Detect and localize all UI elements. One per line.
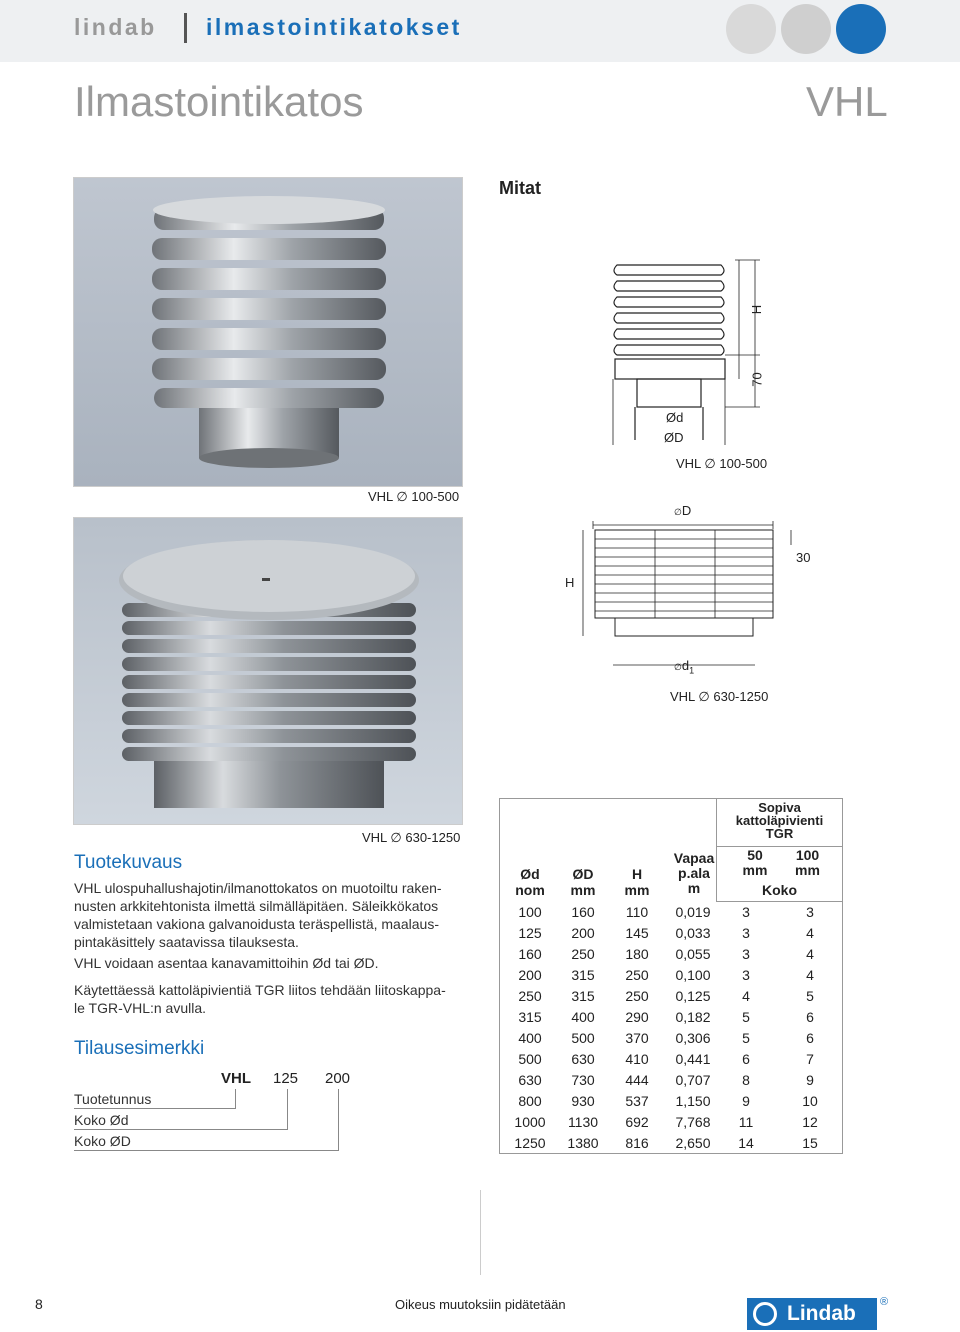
- drawing-caption-large: VHL ∅ 630-1250: [670, 689, 769, 704]
- section-title: ilmastointikatokset: [206, 14, 462, 40]
- photo-caption-large: VHL ∅ 630-1250: [362, 830, 461, 845]
- table-cell: 1000: [514, 1114, 546, 1130]
- table-cell: 500: [518, 1051, 542, 1067]
- table-group-divider: [716, 846, 843, 847]
- col-header-H: H mm: [624, 866, 650, 898]
- table-cell: 5: [742, 1009, 750, 1025]
- table-cell: 370: [625, 1030, 649, 1046]
- footer-note: Oikeus muutoksiin pidätetään: [395, 1297, 566, 1312]
- product-photo-large: [73, 517, 463, 825]
- table-cell: 0,100: [675, 967, 711, 983]
- order-leader-line: [74, 1129, 288, 1130]
- order-leader-line: [74, 1108, 236, 1109]
- table-cell: 0,707: [675, 1072, 711, 1088]
- louver-stack: [152, 208, 386, 408]
- table-cell: 816: [625, 1135, 649, 1151]
- tilausesimerkki-heading: Tilausesimerkki: [74, 1038, 205, 1059]
- table-cell: 3: [742, 925, 750, 941]
- table-row: [505, 944, 835, 965]
- order-label-product: Tuotetunnus: [74, 1091, 152, 1107]
- dim-label-d1: $\emptyset d_1$: [674, 658, 695, 676]
- col-header-50: 50 mm: [742, 847, 768, 878]
- table-row: [505, 1070, 835, 1091]
- table-cell: 630: [518, 1072, 542, 1088]
- table-cell: 250: [518, 988, 542, 1004]
- table-cell: 200: [518, 967, 542, 983]
- order-code-OD: 200: [325, 1070, 351, 1087]
- order-leader-line: [338, 1089, 339, 1151]
- table-cell: 730: [571, 1072, 595, 1088]
- tuotekuvaus-heading: Tuotekuvaus: [74, 852, 183, 873]
- text-line: VHL ulospuhallushajotin/ilmanottokatos on muotoiltu raken-: [74, 880, 442, 896]
- table-cell: 15: [802, 1135, 818, 1151]
- table-cell: 3: [806, 904, 814, 920]
- text-line: le TGR-VHL:n avulla.: [74, 1000, 207, 1016]
- table-cell: 10: [802, 1093, 818, 1109]
- text-line: valmistetaan vakiona galvanoidusta teräspellistä, maalaus-: [74, 916, 439, 932]
- text-line: nusten arkkitehtonista ilmettä silmälläpitäen. Säleikkökatos: [74, 898, 439, 914]
- decor-dot-3: [836, 4, 886, 54]
- tuotekuvaus-paragraph-3: [74, 981, 464, 1017]
- col-header-od: Ød nom: [515, 866, 545, 898]
- table-cell: 410: [625, 1051, 649, 1067]
- order-leader-line: [235, 1089, 236, 1109]
- table-cell: 7: [806, 1051, 814, 1067]
- order-label-od: Koko Ød: [74, 1112, 129, 1128]
- dimension-drawing-small: [595, 255, 795, 450]
- drawing-caption-small: VHL ∅ 100-500: [676, 456, 768, 471]
- table-cell: 100: [518, 904, 542, 920]
- table-row: [505, 923, 835, 944]
- dim-label-D: ∅D: [674, 503, 692, 518]
- table-cell: 315: [571, 988, 595, 1004]
- logo-text: Lindab: [787, 1302, 856, 1325]
- registered-mark: ®: [880, 1296, 889, 1308]
- table-cell: 4: [806, 946, 814, 962]
- table-cell: 250: [625, 988, 649, 1004]
- col-header-100: 100 mm: [795, 847, 820, 878]
- table-cell: 11: [738, 1114, 754, 1130]
- table-row: [505, 1028, 835, 1049]
- decor-dot-1: [726, 4, 776, 54]
- table-cell: 160: [571, 904, 595, 920]
- table-cell: 0,125: [675, 988, 711, 1004]
- table-row: [505, 902, 835, 923]
- table-cell: 1130: [567, 1114, 599, 1130]
- table-cell: 537: [625, 1093, 649, 1109]
- order-label-OD: Koko ØD: [74, 1133, 131, 1149]
- order-leader-line: [74, 1150, 262, 1151]
- lindab-logo: [747, 1298, 877, 1330]
- table-cell: 180: [625, 946, 649, 962]
- table-cell: 2,650: [675, 1135, 711, 1151]
- table-cell: 0,019: [675, 904, 711, 920]
- table-cell: 1,150: [675, 1093, 711, 1109]
- dim-label-OD: ØD: [664, 430, 684, 445]
- table-cell: 5: [806, 988, 814, 1004]
- table-row: [505, 986, 835, 1007]
- table-cell: 0,055: [675, 946, 711, 962]
- brand-separator: [184, 13, 187, 43]
- tuotekuvaus-paragraph-1: [74, 879, 464, 951]
- table-cell: 315: [571, 967, 595, 983]
- order-leader-line: [287, 1089, 288, 1130]
- dim-label-30: 30: [796, 550, 811, 565]
- table-cell: 3: [742, 946, 750, 962]
- page-number: 8: [35, 1296, 43, 1312]
- brand-name: lindab: [74, 14, 157, 40]
- order-code-od: 125: [273, 1070, 299, 1087]
- louver-stack-large: [122, 603, 416, 761]
- table-cell: 12: [802, 1114, 818, 1130]
- footer-divider: [480, 1190, 481, 1275]
- table-group-header: Sopiva kattoläpivienti TGR: [735, 800, 824, 841]
- table-cell: 400: [518, 1030, 542, 1046]
- table-cell: 6: [806, 1030, 814, 1046]
- table-cell: 4: [806, 925, 814, 941]
- table-cell: 3: [742, 967, 750, 983]
- table-row: [505, 1049, 835, 1070]
- table-cell: 930: [571, 1093, 595, 1109]
- table-cell: 200: [571, 925, 595, 941]
- table-cell: 6: [742, 1051, 750, 1067]
- table-cell: 0,182: [675, 1009, 711, 1025]
- table-cell: 4: [742, 988, 750, 1004]
- col-header-koko: Koko: [762, 882, 797, 898]
- table-cell: 315: [518, 1009, 542, 1025]
- page-title: Ilmastointikatos: [74, 78, 364, 125]
- table-cell: 250: [625, 967, 649, 983]
- table-row: [505, 1133, 835, 1154]
- table-cell: 7,768: [675, 1114, 711, 1130]
- table-cell: 14: [738, 1135, 754, 1151]
- photo-caption-small: VHL ∅ 100-500: [368, 489, 460, 504]
- dim-label-70: 70: [749, 372, 765, 387]
- table-cell: 9: [806, 1072, 814, 1088]
- order-leader-line: [261, 1150, 339, 1151]
- table-cell: 1250: [514, 1135, 546, 1151]
- logo-circle-icon: [753, 1302, 777, 1326]
- product-photo-small: [73, 177, 463, 487]
- table-cell: 692: [625, 1114, 649, 1130]
- table-cell: 400: [571, 1009, 595, 1025]
- mitat-heading: Mitat: [499, 178, 541, 198]
- table-row: [505, 965, 835, 986]
- table-cell: 8: [742, 1072, 750, 1088]
- table-cell: 160: [518, 946, 542, 962]
- product-code: VHL: [806, 78, 888, 125]
- table-row: [505, 1091, 835, 1112]
- table-row: [505, 1007, 835, 1028]
- dim-label-H-large: H: [565, 575, 575, 590]
- col-header-vapaa: Vapaa p.ala m: [673, 850, 715, 896]
- table-cell: 630: [571, 1051, 595, 1067]
- tuotekuvaus-paragraph-2: VHL voidaan asentaa kanavamittoihin Ød tai ØD.: [74, 955, 379, 971]
- table-cell: 110: [625, 904, 649, 920]
- order-code-product: VHL: [221, 1070, 251, 1087]
- table-cell: 5: [742, 1030, 750, 1046]
- table-cell: 125: [518, 925, 542, 941]
- louver-outline: [614, 265, 725, 407]
- table-cell: 0,306: [675, 1030, 711, 1046]
- table-row: [505, 1112, 835, 1133]
- table-cell: 0,441: [675, 1051, 711, 1067]
- table-cell: 1380: [567, 1135, 599, 1151]
- table-cell: 500: [571, 1030, 595, 1046]
- table-cell: 800: [518, 1093, 542, 1109]
- dim-label-H-small: H: [749, 304, 765, 315]
- table-cell: 0,033: [675, 925, 711, 941]
- text-line: pintakäsittely saatavissa tilauksesta.: [74, 934, 299, 950]
- table-cell: 145: [625, 925, 649, 941]
- dim-label-od: Ød: [666, 410, 684, 425]
- table-cell: 290: [625, 1009, 649, 1025]
- text-line: Käytettäessä kattoläpivientiä TGR liitos tehdään liitoskappa-: [74, 982, 446, 998]
- decor-dot-2: [781, 4, 831, 54]
- table-cell: 3: [742, 904, 750, 920]
- col-header-OD: ØD mm: [570, 866, 596, 898]
- table-cell: 6: [806, 1009, 814, 1025]
- louver-lines: [595, 530, 773, 618]
- table-cell: 4: [806, 967, 814, 983]
- table-cell: 9: [742, 1093, 750, 1109]
- dimension-drawing-large: [575, 515, 795, 680]
- table-cell: 444: [625, 1072, 649, 1088]
- table-cell: 250: [571, 946, 595, 962]
